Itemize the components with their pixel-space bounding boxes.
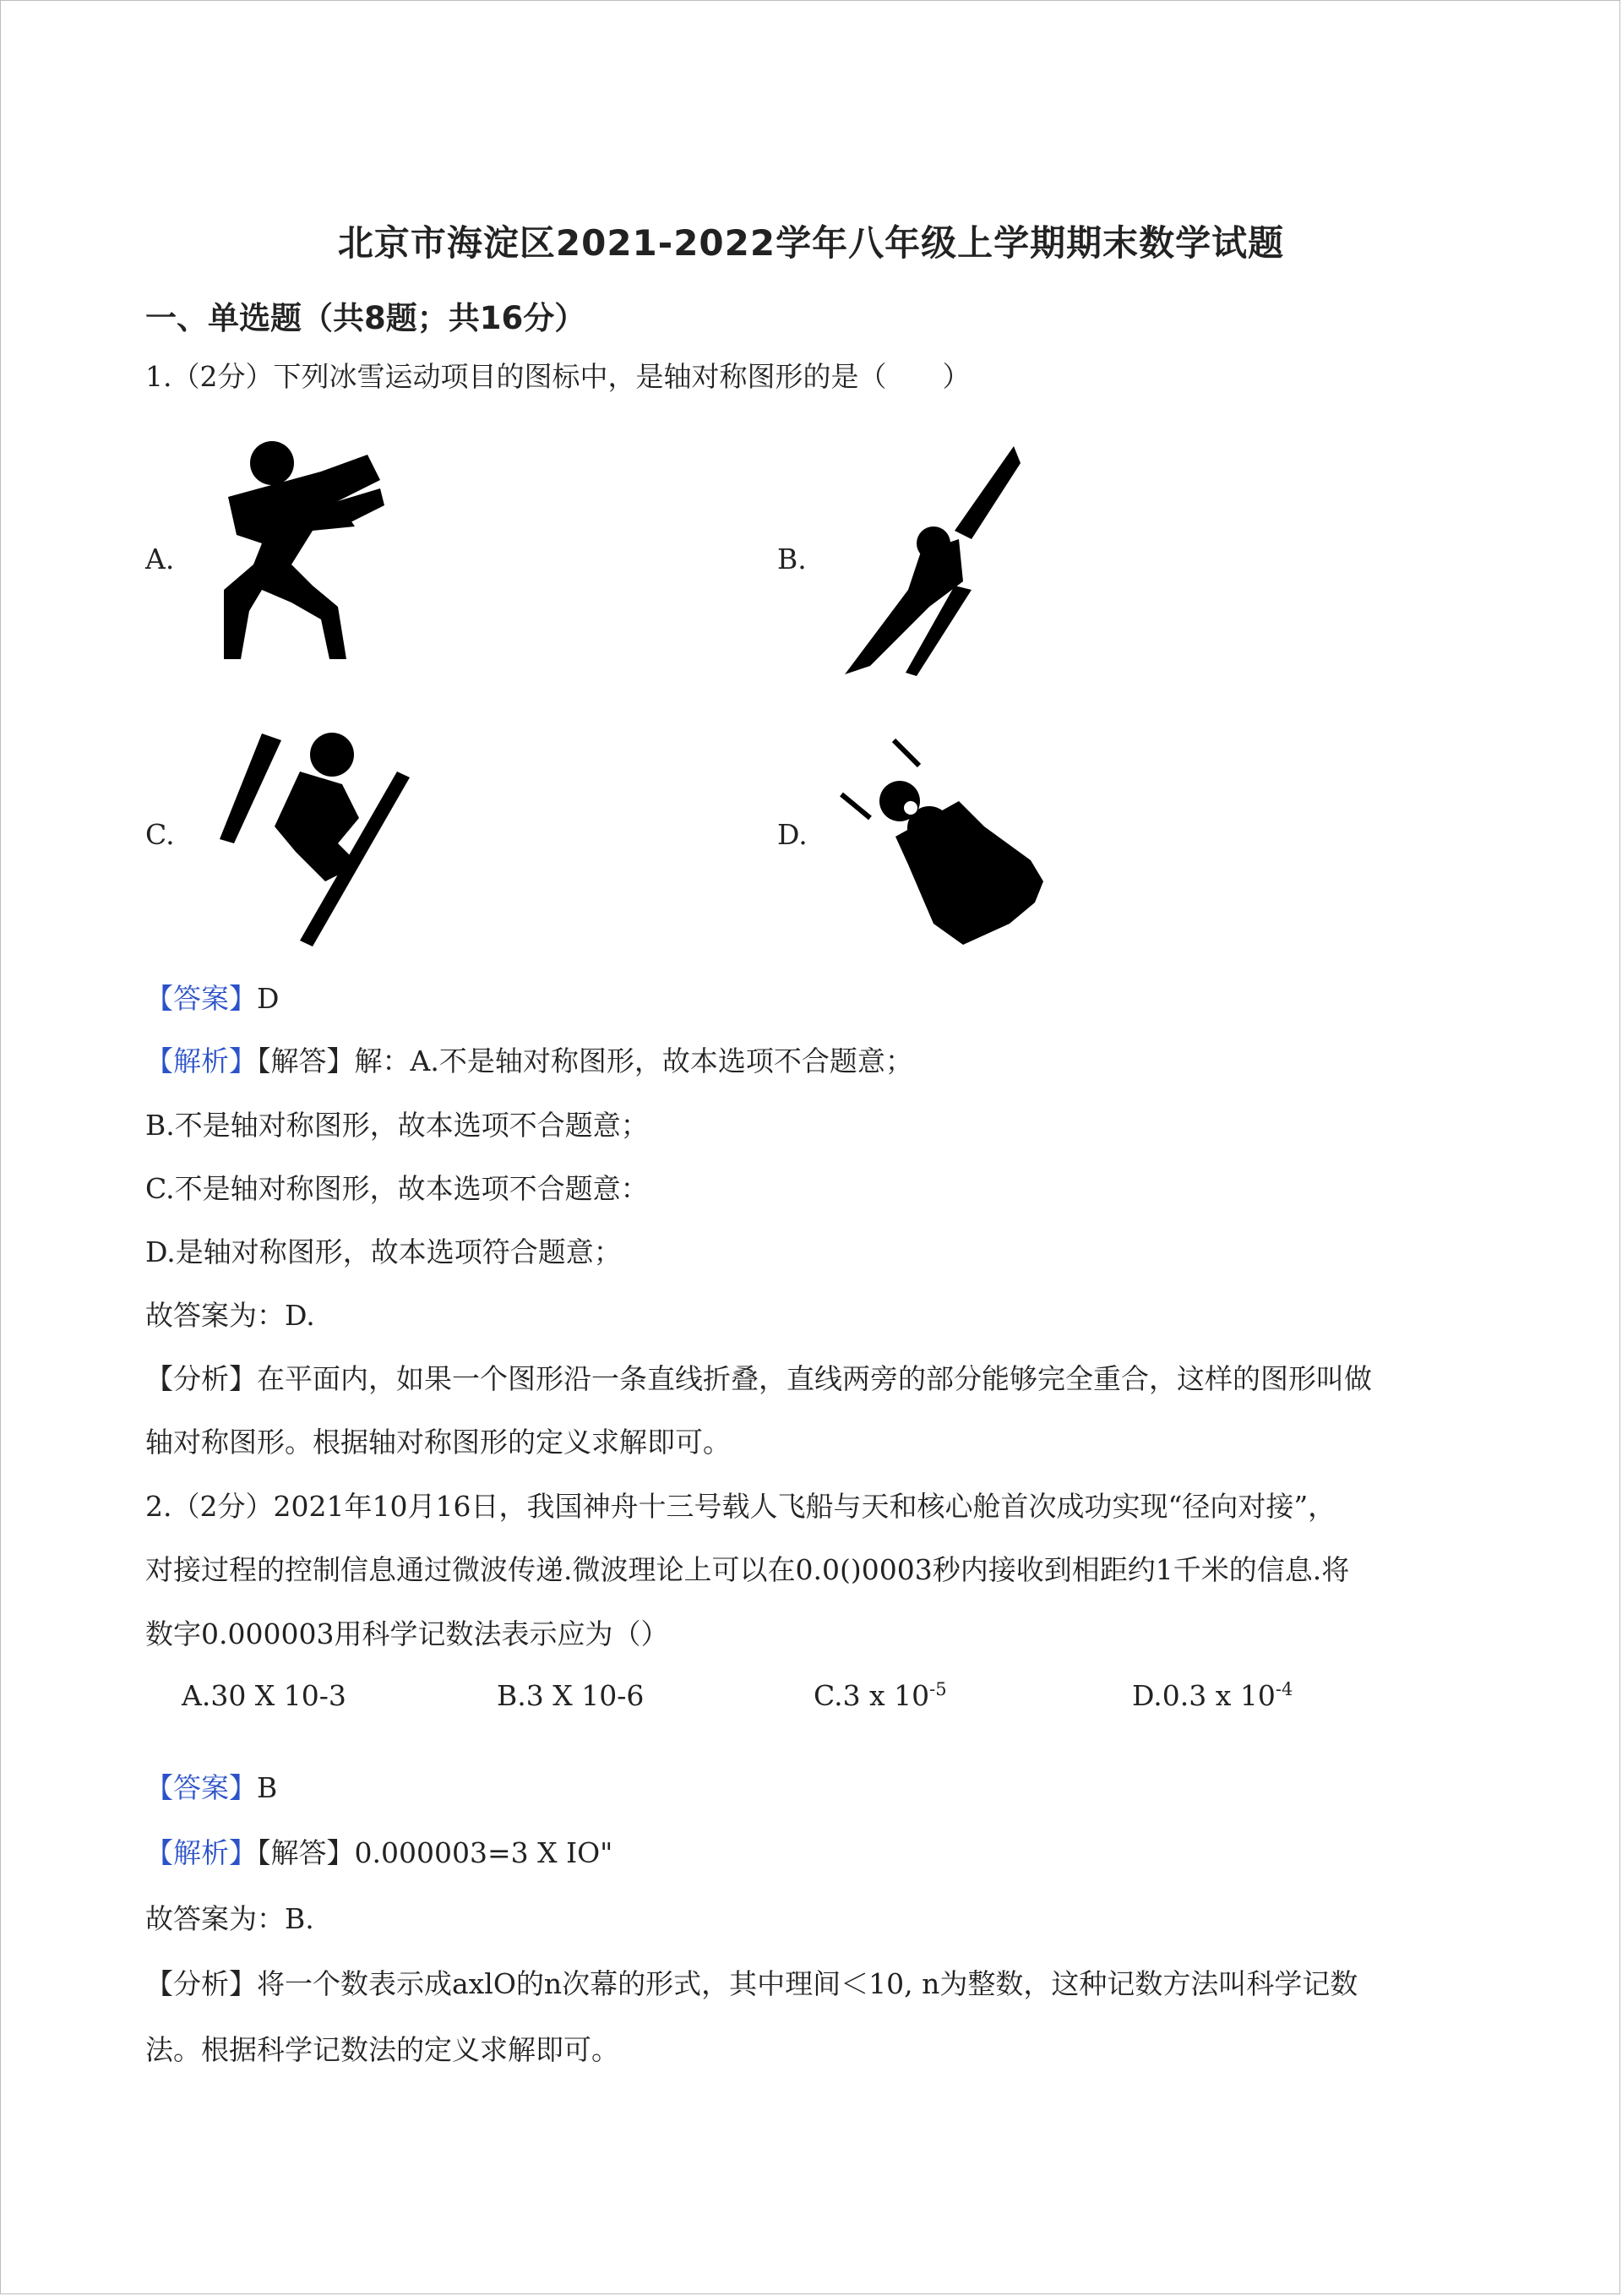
q2-option-c: C.3 x $10^{-5}$ bbox=[814, 1679, 947, 1712]
q1-analysis: 【解析】【解答】解：A.不是轴对称图形，故本选项不合题意； bbox=[145, 1044, 913, 1077]
q2-option-a: A.30 X 10-3 bbox=[182, 1679, 346, 1712]
q2-solve-line-2: 故答案为：B. bbox=[145, 1902, 314, 1935]
q1-option-c-label: C. bbox=[145, 818, 175, 851]
q1-option-a-label: A. bbox=[145, 543, 175, 575]
q1-solve-line-5: 故答案为：D. bbox=[145, 1299, 315, 1332]
page-title: 北京市海淀区2021-2022学年八年级上学期期末数学试题 bbox=[337, 222, 1285, 264]
q1-solve-line-4: D.是轴对称图形，故本选项符合题意； bbox=[145, 1235, 622, 1268]
q1-solve-line-3: C.不是轴对称图形，故本选项不合题意： bbox=[145, 1172, 649, 1205]
section-heading: 一、单选题（共8题；共16分） bbox=[145, 300, 586, 336]
q2-stem-line-3: 数字0.000003用科学记数法表示应为（） bbox=[145, 1617, 669, 1650]
q1-solve-line-2: B.不是轴对称图形，故本选项不合题意； bbox=[145, 1109, 649, 1142]
q1-fenxi-line-2: 轴对称图形。根据轴对称图形的定义求解即可。 bbox=[145, 1426, 731, 1459]
speed-skating-icon bbox=[211, 438, 397, 666]
q2-fenxi-line-2: 法。根据科学记数法的定义求解即可。 bbox=[145, 2033, 619, 2066]
q1-answer: 【答案】D bbox=[145, 982, 280, 1015]
q2-answer: 【答案】B bbox=[145, 1771, 278, 1804]
q1-stem: 1.（2分）下列冰雪运动项目的图标中，是轴对称图形的是（ ） bbox=[145, 360, 971, 393]
q2-analysis: 【解析】【解答】0.000003=3 X IO" bbox=[145, 1836, 613, 1869]
q2-stem-line-1: 2.（2分）2021年10月16日，我国神舟十三号载人飞船与天和核心舱首次成功实现“径向对接”， bbox=[145, 1490, 1336, 1523]
snowboarding-icon bbox=[215, 725, 418, 949]
q2-fenxi-line-1: 【分析】将一个数表示成axlO的n次幕的形式，其中理间＜10, n为整数，这种记数方法叫科学记数 bbox=[145, 1967, 1358, 2000]
q1-option-b-label: B. bbox=[777, 543, 807, 575]
bobsleigh-icon bbox=[836, 734, 1056, 953]
q2-option-b: B.3 X 10-6 bbox=[497, 1679, 645, 1712]
q1-fenxi-line-1: 【分析】在平面内，如果一个图形沿一条直线折叠，直线两旁的部分能够完全重合，这样的图形叫做 bbox=[145, 1362, 1372, 1395]
q2-option-d: D.0.3 x $10^{-4}$ bbox=[1132, 1679, 1293, 1712]
q2-stem-line-2: 对接过程的控制信息通过微波传递.微波理论上可以在0.0()0003秒内接收到相距约1千米的信息.将 bbox=[145, 1553, 1350, 1586]
q1-option-d-label: D. bbox=[777, 818, 808, 851]
ski-jumping-icon bbox=[836, 438, 1031, 679]
